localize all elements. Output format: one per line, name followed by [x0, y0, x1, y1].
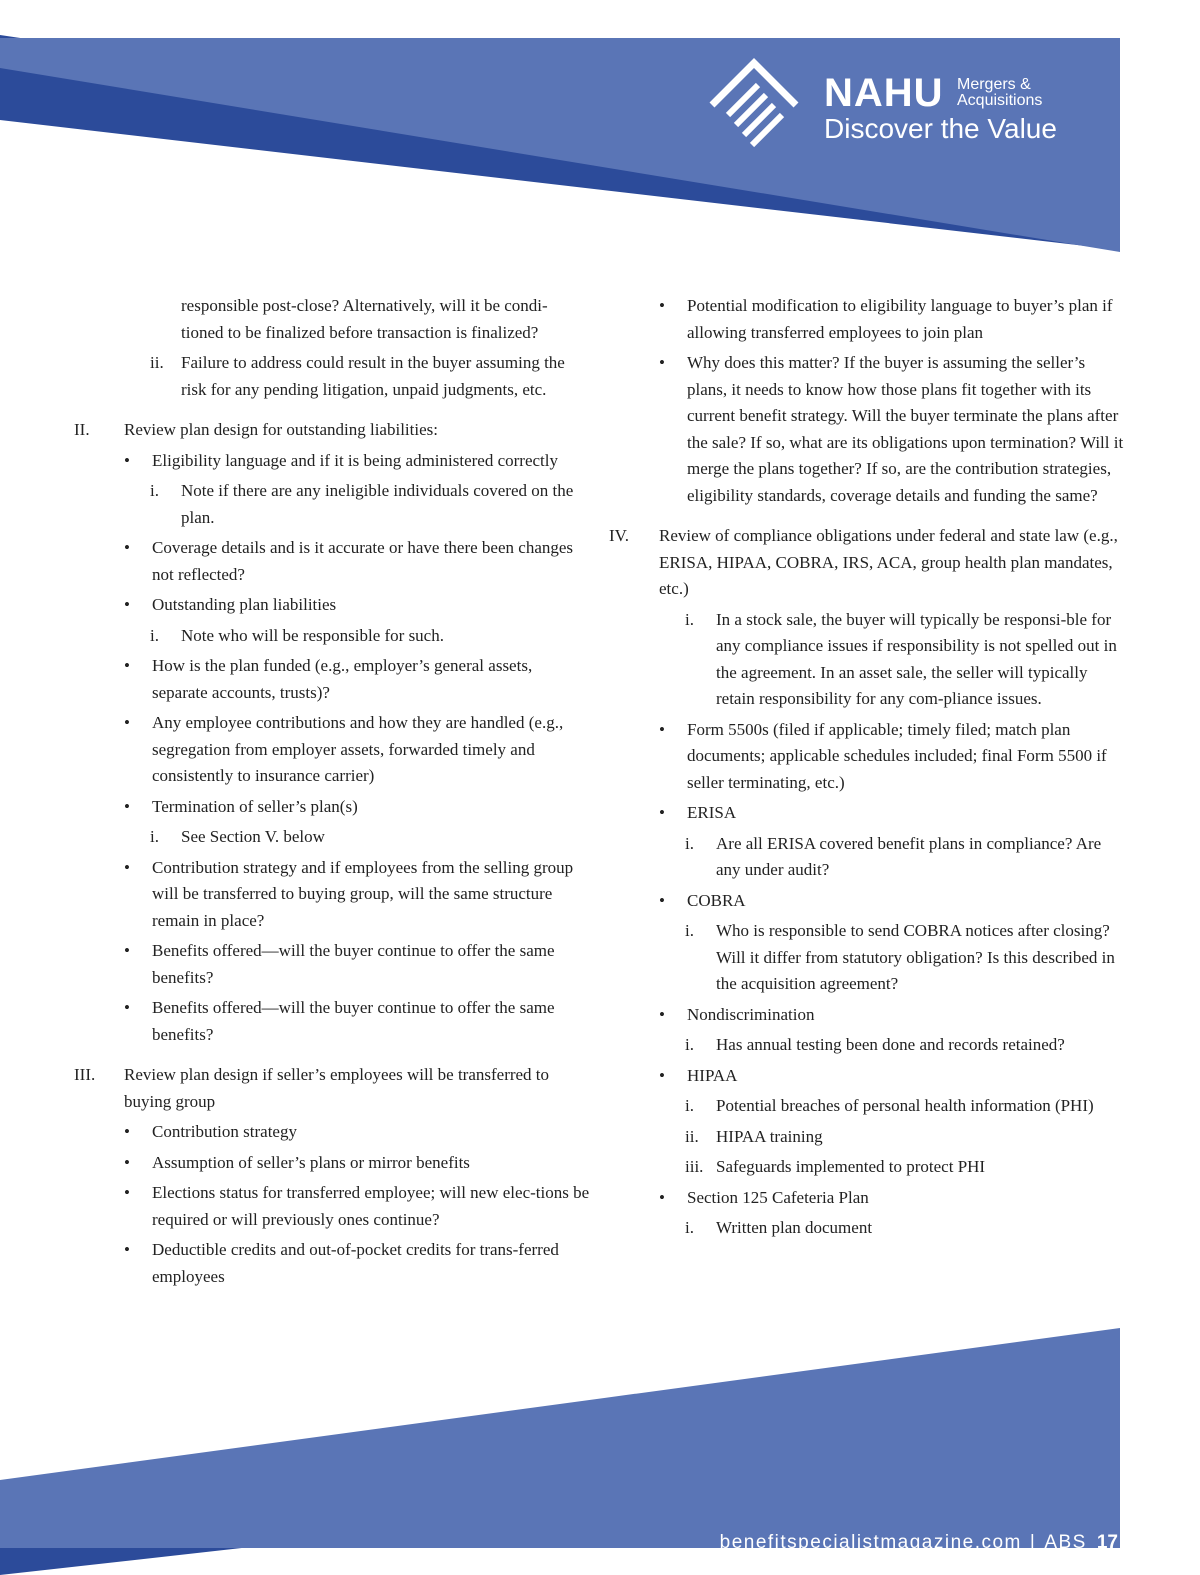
list-item — [70, 535, 590, 588]
logo-tagline: Discover the Value — [824, 113, 1057, 144]
list-item-text: See Section V. below — [181, 827, 325, 846]
list-item-text: Written plan document — [716, 1218, 873, 1237]
list-item-text: Are all ERISA covered benefit plans in compliance? Are any under audit? — [716, 833, 1102, 879]
bullet-icon: • — [124, 941, 130, 960]
list-item-text: Safeguards implemented to protect PHI — [716, 1157, 986, 1176]
bullet-icon: • — [659, 1004, 665, 1024]
list-item-text: Why does this matter? If the buyer is assuming the seller’s plans, it needs to know how those plans fit together with its current benefit strategy. Will the buyer terminate the plans after the sale? If so, what are its obligations upon termination? Will it merge the plans together? If so, are the contribution strategies, eligibility standards, coverage details and funding the same? — [687, 353, 1124, 505]
list-item — [605, 918, 1125, 998]
list-item-text: Coverage details and is it accurate or have there been changes not reflected? — [152, 538, 574, 584]
list-marker: i. — [685, 1035, 694, 1054]
list-item — [70, 710, 590, 790]
list-item — [605, 1124, 1125, 1151]
bullet-icon: • — [124, 656, 130, 675]
list-item — [70, 1180, 590, 1233]
list-item-text: Any employee contributions and how they are handled (e.g., segregation from employer assets, forwarded timely and consistently to insurance carrier) — [152, 713, 564, 785]
list-item — [70, 938, 590, 991]
bullet-icon: • — [124, 1152, 130, 1172]
list-item — [605, 831, 1125, 884]
list-item-text: HIPAA — [687, 1065, 738, 1085]
bullet-icon: • — [659, 1065, 665, 1085]
list-item — [605, 1063, 1125, 1090]
bullet-icon: • — [124, 1122, 130, 1141]
list-item-text: Eligibility language and if it is being administered correctly — [152, 450, 558, 470]
list-marker: i. — [150, 827, 159, 846]
logo-subtitle — [957, 77, 1042, 109]
list-item — [70, 623, 590, 650]
logo-subtitle-line2: Acquisitions — [957, 92, 1043, 109]
list-item-text: Contribution strategy and if employees from the selling group will be transferred to buying group, will the same structure remain in place? — [152, 857, 574, 930]
list-item-text: COBRA — [687, 890, 746, 910]
list-item-text: Potential modification to eligibility language to buyer’s plan if allowing transferred employees to join plan — [687, 296, 1113, 342]
section-numeral: III. — [74, 1065, 96, 1084]
bullet-icon: • — [124, 538, 130, 557]
bullet-icon: • — [659, 719, 665, 739]
nahu-logo — [704, 55, 1064, 155]
list-item-text: Form 5500s (filed if applicable; timely filed; match plan documents; applicable schedules included; final Form 5500 if seller terminating, etc.) — [687, 719, 1107, 792]
section-heading — [70, 417, 590, 444]
list-item — [70, 478, 590, 531]
bullet-icon: • — [659, 353, 665, 372]
list-marker: ii. — [150, 353, 164, 372]
list-item-text: In a stock sale, the buyer will typically be responsi-ble for any compliance issues if responsibility is not spelled out in the agreement. In an asset sale, the seller will typically retain responsibility for any com-pliance issues. — [716, 609, 1117, 708]
right-column — [605, 293, 1125, 1242]
logo-subtitle-line1: Mergers & — [957, 76, 1031, 93]
list-item-text: Failure to address could result in the buyer assuming the risk for any pending litigation, unpaid judgments, etc. — [181, 353, 565, 399]
bullet-icon: • — [659, 1187, 665, 1207]
bullet-icon: • — [124, 1240, 130, 1259]
bullet-icon: • — [124, 713, 130, 732]
list-item — [605, 717, 1125, 797]
list-item-text: Outstanding plan liabilities — [152, 595, 337, 614]
section-heading — [605, 523, 1125, 603]
list-marker: i. — [150, 481, 159, 500]
list-item-text: HIPAA training — [716, 1126, 823, 1146]
list-marker: i. — [685, 833, 694, 853]
list-item — [605, 350, 1125, 509]
list-marker: i. — [150, 625, 159, 645]
list-item — [70, 1119, 590, 1146]
list-marker: i. — [685, 1096, 694, 1115]
list-item — [605, 1093, 1125, 1120]
list-item — [70, 653, 590, 706]
section-numeral: II. — [74, 420, 90, 439]
footer-separator: | — [1029, 1532, 1037, 1553]
bullet-icon: • — [659, 296, 665, 315]
list-item — [605, 607, 1125, 713]
nahu-diamond-icon — [704, 55, 804, 155]
list-item — [605, 1032, 1125, 1059]
list-item-text: Assumption of seller’s plans or mirror benefits — [152, 1152, 470, 1172]
section-heading-text: Review of compliance obligations under federal and state law (e.g., ERISA, HIPAA, COBRA, IRS, ACA, group health plan mandates, etc.) — [659, 526, 1118, 598]
list-marker: i. — [685, 921, 694, 940]
bullet-icon: • — [659, 890, 665, 910]
list-item — [605, 293, 1125, 346]
list-item-text: Who is responsible to send COBRA notices after closing? Will it differ from statutory obligation? Is this described in the acquisition agreement? — [716, 921, 1115, 993]
list-item-text: Contribution strategy — [152, 1122, 297, 1141]
list-item — [70, 855, 590, 935]
list-item — [70, 824, 590, 851]
list-item — [70, 1237, 590, 1290]
list-item-text: responsible post-close? Alternatively, will it be condi-tioned to be finalized before transaction is finalized? — [181, 296, 548, 342]
list-item — [70, 293, 590, 346]
list-marker: i. — [685, 609, 694, 629]
list-item — [605, 1002, 1125, 1029]
list-item — [70, 1150, 590, 1177]
list-item-text: Termination of seller’s plan(s) — [152, 796, 358, 816]
bullet-icon: • — [659, 803, 665, 822]
list-item-text: How is the plan funded (e.g., employer’s general assets, separate accounts, trusts)? — [152, 656, 533, 702]
bullet-icon: • — [124, 857, 130, 877]
list-item-text: Elections status for transferred employee; will new elec-tions be required or will previously ones continue? — [152, 1183, 590, 1229]
list-item-text: Section 125 Cafeteria Plan — [687, 1187, 869, 1207]
list-item-text: ERISA — [687, 803, 737, 822]
bullet-icon: • — [124, 1183, 130, 1202]
bullet-icon: • — [124, 998, 130, 1017]
list-item-text: Benefits offered—will the buyer continue to offer the same benefits? — [152, 998, 555, 1044]
list-item — [605, 1215, 1125, 1242]
list-item — [605, 888, 1125, 915]
section-heading-text: Review plan design if seller’s employees will be transferred to buying group — [124, 1065, 550, 1111]
list-item-text: Note if there are any ineligible individuals covered on the plan. — [181, 481, 574, 527]
list-item — [70, 995, 590, 1048]
footer-site-link[interactable]: benefitspecialistmagazine.com — [719, 1532, 1022, 1553]
page-number: 17 — [1096, 1532, 1118, 1553]
footer-section: ABS — [1044, 1532, 1087, 1553]
bullet-icon: • — [124, 595, 130, 614]
list-marker: iii. — [685, 1157, 704, 1176]
list-item-text: Has annual testing been done and records retained? — [716, 1035, 1065, 1054]
list-marker: ii. — [685, 1126, 699, 1146]
list-item — [605, 1154, 1125, 1181]
logo-name: NAHU — [824, 71, 944, 115]
list-item — [70, 592, 590, 619]
bullet-icon: • — [124, 796, 130, 816]
section-heading-text: Review plan design for outstanding liabilities: — [124, 420, 438, 439]
page-footer — [720, 1532, 1118, 1554]
section-numeral: IV. — [609, 526, 629, 545]
left-column — [70, 293, 590, 1290]
list-item — [70, 794, 590, 821]
list-item-text: Potential breaches of personal health information (PHI) — [716, 1096, 1094, 1115]
list-item-text: Nondiscrimination — [687, 1004, 815, 1024]
list-item-text: Note who will be responsible for such. — [181, 625, 444, 645]
list-marker: i. — [685, 1218, 694, 1237]
banner-blue-shape — [0, 1328, 1120, 1548]
section-heading — [70, 1062, 590, 1115]
bullet-icon: • — [124, 450, 130, 470]
list-item-text: Benefits offered—will the buyer continue to offer the same benefits? — [152, 941, 555, 987]
list-item — [70, 350, 590, 403]
list-item — [605, 1185, 1125, 1212]
list-item-text: Deductible credits and out-of-pocket credits for trans-ferred employees — [152, 1240, 559, 1286]
list-item — [70, 448, 590, 475]
list-item — [605, 800, 1125, 827]
